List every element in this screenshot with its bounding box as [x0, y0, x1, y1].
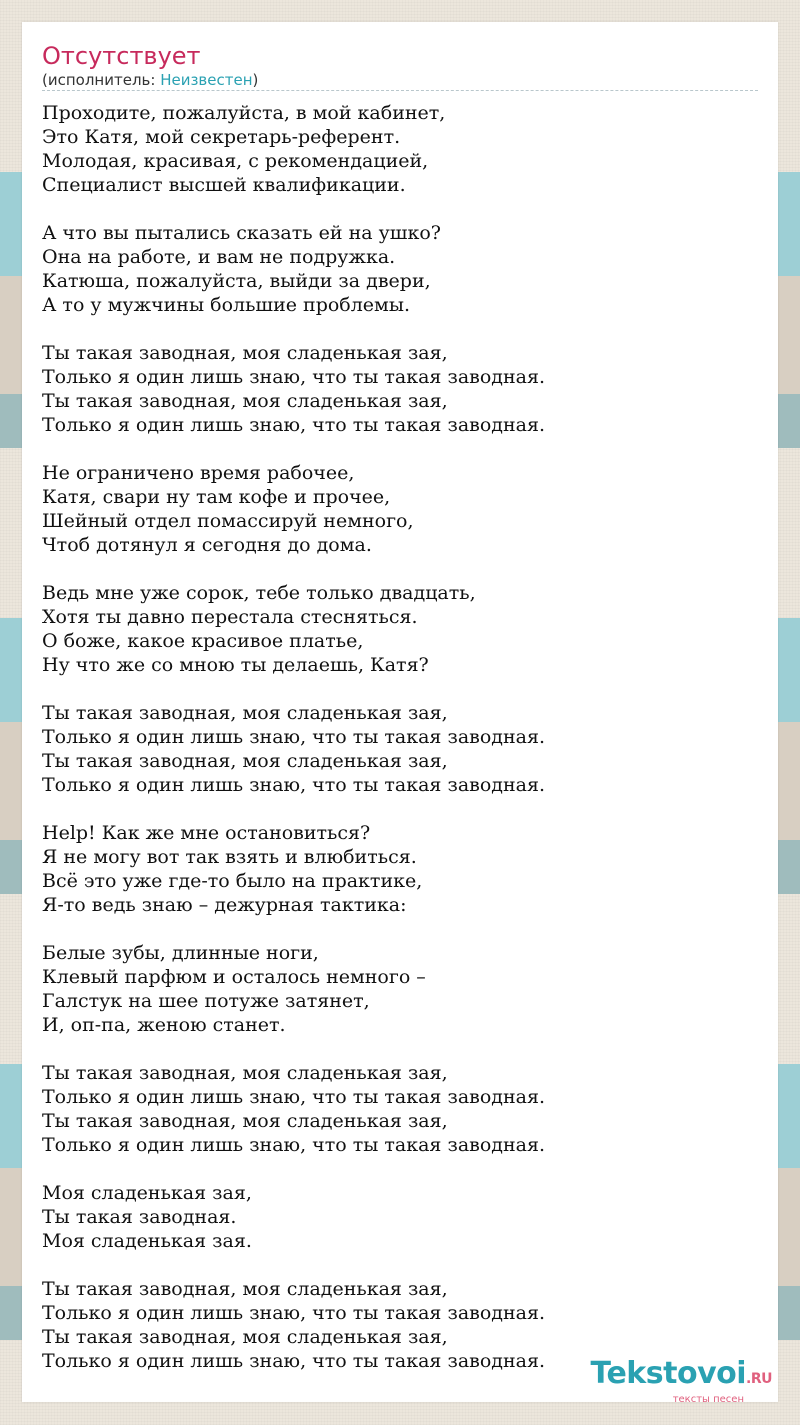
lyric-line: Не ограничено время рабочее,	[42, 462, 355, 484]
lyrics-stanza	[42, 821, 758, 917]
lyric-line: Специалист высшей квалификации.	[42, 174, 406, 196]
lyric-line: О боже, какое красивое платье,	[42, 630, 364, 652]
lyric-line: Только я один лишь знаю, что ты такая заводная.	[42, 726, 545, 748]
title-divider	[42, 90, 758, 91]
lyric-line: И, оп-па, женою станет.	[42, 1014, 286, 1036]
logo-name: Tekstovoi	[590, 1356, 747, 1391]
lyric-line: Катюша, пожалуйста, выйди за двери,	[42, 270, 431, 292]
site-logo[interactable]	[590, 1356, 772, 1405]
lyric-line: Ты такая заводная, моя сладенькая зая,	[42, 1278, 448, 1300]
lyric-line: Ты такая заводная.	[42, 1206, 237, 1228]
lyrics-stanza	[42, 701, 758, 797]
lyric-line: Клевый парфюм и осталось немного –	[42, 966, 426, 988]
lyric-line: Проходите, пожалуйста, в мой кабинет,	[42, 102, 446, 124]
lyric-line: Ты такая заводная, моя сладенькая зая,	[42, 1326, 448, 1348]
lyric-line: Она на работе, и вам не подружка.	[42, 246, 396, 268]
lyric-line: Чтоб дотянул я сегодня до дома.	[42, 534, 372, 556]
artist-link[interactable]: Неизвестен	[160, 71, 253, 89]
lyric-line: Шейный отдел помассируй немного,	[42, 510, 414, 532]
lyric-line: Ведь мне уже сорок, тебе только двадцать,	[42, 582, 476, 604]
lyric-line: Ты такая заводная, моя сладенькая зая,	[42, 1110, 448, 1132]
lyric-line: Хотя ты давно перестала стесняться.	[42, 606, 418, 628]
artist-prefix: (исполнитель:	[42, 71, 161, 89]
lyric-line: Ты такая заводная, моя сладенькая зая,	[42, 702, 448, 724]
lyric-line: А то у мужчины большие проблемы.	[42, 294, 410, 316]
lyric-line: Ну что же со мною ты делаешь, Катя?	[42, 654, 429, 676]
lyric-line: Только я один лишь знаю, что ты такая заводная.	[42, 1302, 545, 1324]
lyric-line: Только я один лишь знаю, что ты такая заводная.	[42, 1134, 545, 1156]
lyric-line: Ты такая заводная, моя сладенькая зая,	[42, 750, 448, 772]
lyrics-card	[22, 22, 778, 1402]
lyrics-stanza	[42, 941, 758, 1037]
lyric-line: Ты такая заводная, моя сладенькая зая,	[42, 342, 448, 364]
lyrics-stanza	[42, 101, 758, 197]
song-title: Отсутствует	[42, 42, 201, 70]
lyric-line: Моя сладенькая зая.	[42, 1230, 252, 1252]
lyric-line: А что вы пытались сказать ей на ушко?	[42, 222, 441, 244]
lyrics-stanza	[42, 461, 758, 557]
lyric-line: Help! Как же мне остановиться?	[42, 822, 371, 844]
lyric-line: Молодая, красивая, с рекомендацией,	[42, 150, 429, 172]
lyrics-stanza	[42, 581, 758, 677]
lyric-line: Ты такая заводная, моя сладенькая зая,	[42, 390, 448, 412]
artist-line	[42, 71, 258, 89]
lyric-line: Только я один лишь знаю, что ты такая заводная.	[42, 414, 545, 436]
lyrics-text	[42, 101, 758, 1397]
lyric-line: Всё это уже где-то было на практике,	[42, 870, 423, 892]
lyric-line: Только я один лишь знаю, что ты такая заводная.	[42, 774, 545, 796]
lyric-line: Моя сладенькая зая,	[42, 1182, 252, 1204]
lyrics-stanza	[42, 1061, 758, 1157]
lyrics-stanza	[42, 1181, 758, 1253]
logo-wordmark	[590, 1356, 772, 1394]
lyric-line: Я-то ведь знаю – дежурная тактика:	[42, 894, 407, 916]
lyric-line: Только я один лишь знаю, что ты такая заводная.	[42, 366, 545, 388]
lyric-line: Только я один лишь знаю, что ты такая заводная.	[42, 1350, 545, 1372]
lyric-line: Катя, свари ну там кофе и прочее,	[42, 486, 391, 508]
lyric-line: Это Катя, мой секретарь-референт.	[42, 126, 401, 148]
lyric-line: Белые зубы, длинные ноги,	[42, 942, 319, 964]
lyric-line: Ты такая заводная, моя сладенькая зая,	[42, 1062, 448, 1084]
lyric-line: Только я один лишь знаю, что ты такая заводная.	[42, 1086, 545, 1108]
lyric-line: Галстук на шее потуже затянет,	[42, 990, 370, 1012]
artist-suffix: )	[252, 71, 259, 89]
lyrics-stanza	[42, 341, 758, 437]
logo-tagline: тексты песен	[672, 1394, 744, 1405]
lyric-line: Я не могу вот так взять и влюбиться.	[42, 846, 417, 868]
lyrics-stanza	[42, 221, 758, 317]
logo-tld: .RU	[746, 1371, 772, 1387]
